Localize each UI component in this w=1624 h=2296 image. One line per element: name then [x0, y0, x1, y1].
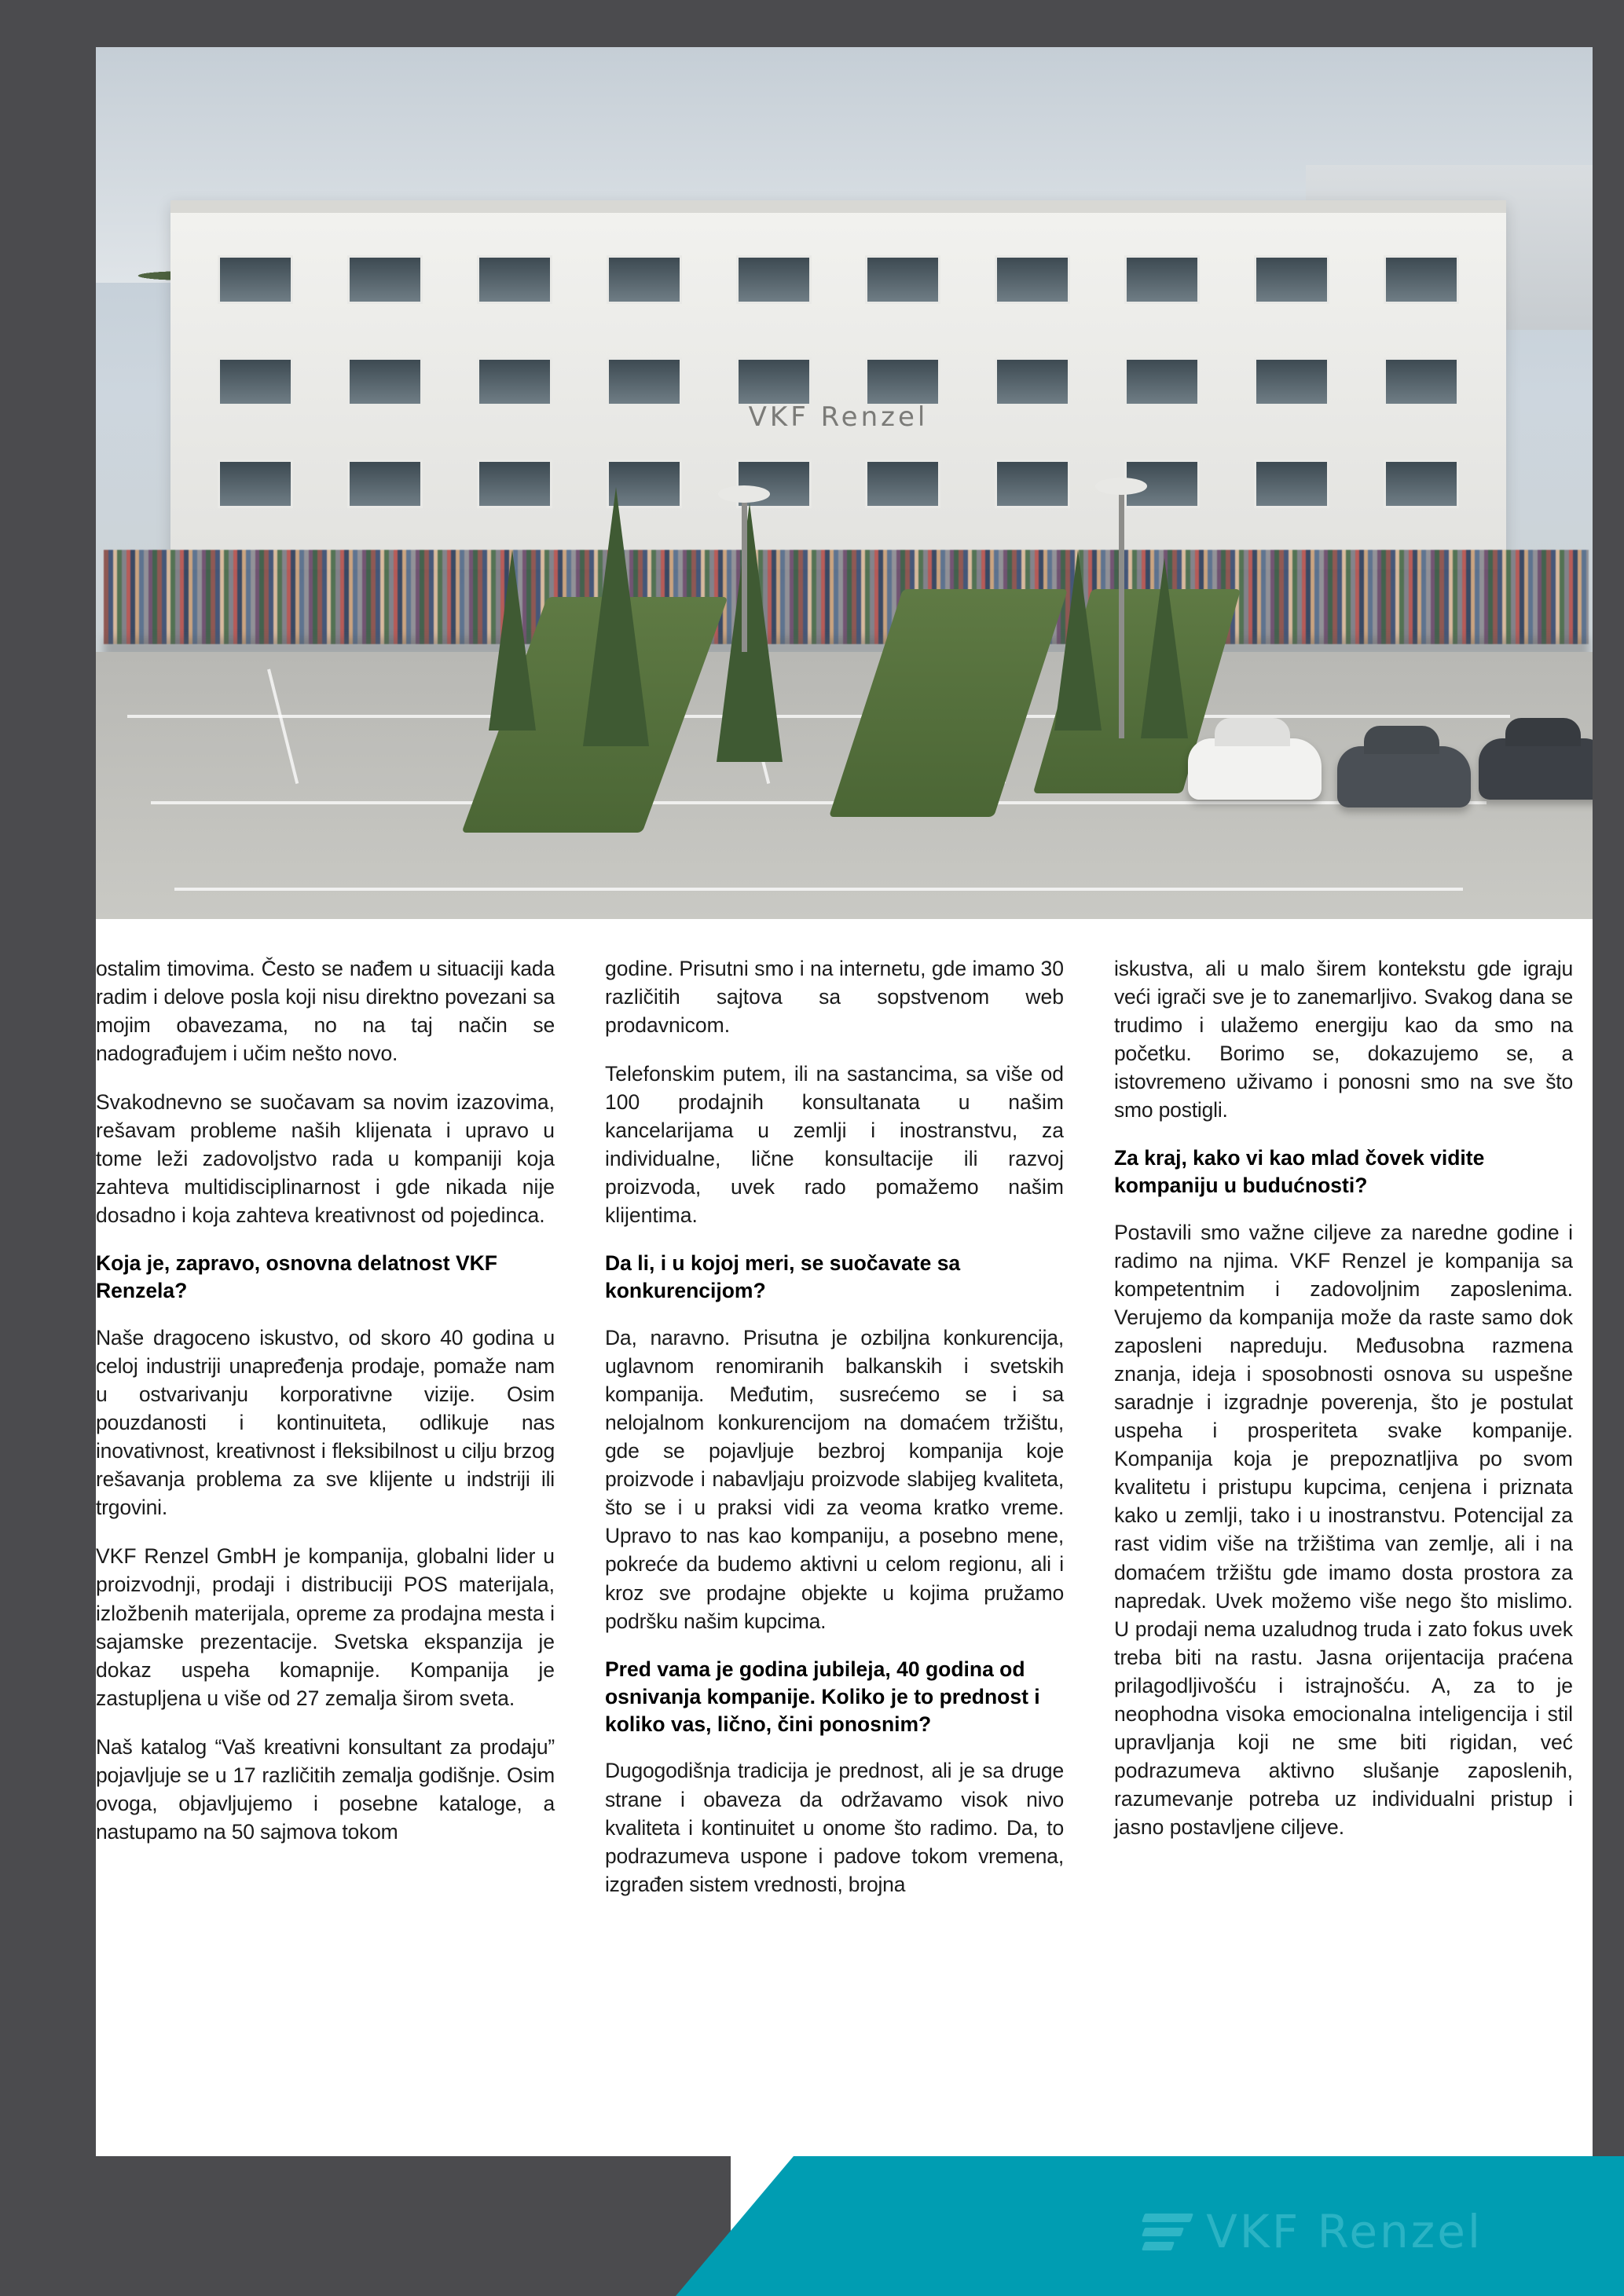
window	[1254, 357, 1329, 406]
window	[865, 357, 940, 406]
section-heading: Za kraj, kako vi kao mlad čovek vidite kompaniju u budućnosti?	[1114, 1146, 1485, 1198]
window-row-top	[218, 255, 1459, 304]
window	[218, 255, 293, 304]
window	[477, 460, 552, 508]
window	[736, 357, 812, 406]
paragraph: Postavili smo važne ciljeve za naredne godine i radimo na njima. VKF Renzel je kompanija sa kompetentnim i zadovoljnim zaposlenima. Verujemo da kompanija može da raste samo dok zaposleni napreduju. Međusobna razmena znanja, ideja i sposobnosti osnova su uspešne saradnje i izgradnje poverenja, što je postulat uspeha i prosperiteta svake kompanije. Kompanija koja je prepoznatljiva po svom kvalitetu i pristupu kupcima, cenjena i priznata kako u zemlji, tako i u inostranstvu. Potencijal za rast vidim više na tržištima van zemlje, ali i na domaćem tržištu gde imamo dosta prostora za napredak. Uvek možemo više nego što mislimo. U prodaji nema uzaludnog truda i zato fokus uvek treba biti na rastu. Jasna orijentacija praćena prilagodljivošću i istrajnošću. A, za to je neophodna visoka emocionalna inteligencija i stil upravljanja koji ne sme biti rigidan, već podrazumeva aktivno slušanje zaposlenih, razumevanje potreba uz individualni pristup i jasno postavljene ciljeve.	[1114, 1221, 1573, 1839]
conifer-tree	[717, 503, 783, 762]
window-row-middle	[218, 357, 1459, 406]
building-sign-text: VKF Renzel	[748, 401, 929, 433]
roofline	[170, 200, 1506, 213]
footer-logo	[1143, 2205, 1483, 2258]
conifer-tree	[1141, 558, 1188, 738]
window	[1384, 460, 1459, 508]
employee-group	[104, 550, 1589, 644]
window	[1254, 255, 1329, 304]
lamp-head	[718, 485, 770, 503]
window	[1124, 357, 1200, 406]
section-heading: Koja je, zapravo, osnovna delatnost VKF Renzela?	[96, 1251, 497, 1303]
vkf-stripes-icon	[1143, 2207, 1192, 2256]
article-columns	[96, 954, 1573, 1919]
footer-wordmark: VKF Renzel	[1206, 2205, 1483, 2258]
paragraph: Naše dragoceno iskustvo, od skoro 40 godina u celoj industriji unapređenja prodaje, pomaže nam u ostvarivanju korporativne vizije. Osim pouzdanosti i kontinuiteta, odlikuje nas inovativnost, kreativnost i fleksibilnost u cilju brzog rešavanja problema za sve klijente u indstriji ili trgovini.	[96, 1326, 555, 1520]
column-2	[605, 954, 1064, 1919]
main-building	[170, 200, 1506, 569]
window	[1254, 460, 1329, 508]
conifer-tree	[583, 487, 649, 746]
left-dark-bar	[0, 0, 96, 2296]
window	[218, 460, 293, 508]
paragraph: Naš katalog “Vaš kreativni konsultant za prodaju” pojavljuje se u 17 različitih zemalja godišnje. Osim ovoga, objavljujemo i posebne kataloge, a nastupamo na 50 sajmova tokom	[96, 1734, 555, 1844]
footer-dark-block	[0, 2156, 731, 2296]
top-dark-strip	[0, 0, 1624, 47]
window	[347, 255, 423, 304]
window	[865, 460, 940, 508]
window	[736, 255, 812, 304]
paragraph: ostalim timovima. Često se nađem u situaciji kada radim i delove posla koji nisu direktno povezani sa mojim obavezama, no na taj način se nadograđujem i učim nešto novo.	[96, 957, 555, 1066]
column-1	[96, 954, 555, 1919]
column-3	[1114, 954, 1573, 1919]
window-row-bottom	[218, 460, 1459, 508]
lamp-post	[742, 495, 747, 652]
conifer-tree	[1054, 550, 1102, 731]
window	[347, 357, 423, 406]
paragraph: iskustva, ali u malo širem kontekstu gde igraju veći igrači sve je to zanemarljivo. Svakog dana se trudimo i ulažemo energiju kao da smo na početku. Borimo se, dokazujemo se, a istovremeno uživamo i ponosni smo na sve što smo postigli.	[1114, 957, 1573, 1122]
lamp-head	[1095, 478, 1147, 495]
lamp-post	[1119, 487, 1124, 738]
paragraph: Svakodnevno se suočavam sa novim izazovima, rešavam probleme naših klijenata i upravo u tome leži zadovoljstvo rada u kompaniji koja zahteva multidisciplinarnost i gde nikada nije dosadno i koja zahteva kreativnost od pojedinca.	[96, 1090, 555, 1228]
window	[1384, 255, 1459, 304]
conifer-tree	[489, 550, 536, 731]
window	[995, 357, 1070, 406]
parked-car-white	[1188, 738, 1322, 800]
window	[995, 255, 1070, 304]
paragraph: VKF Renzel GmbH je kompanija, globalni lider u proizvodnji, prodaji i distribuciji POS materijala, izložbenih materijala, opreme za prodajna mesta i sajamske prezentacije. Svetska ekspanzija je dokaz uspeha komapnije. Kompanija je zastupljena u više od 27 zemalja širom sveta.	[96, 1544, 555, 1710]
window	[995, 460, 1070, 508]
window	[607, 255, 682, 304]
window	[1384, 357, 1459, 406]
window	[218, 357, 293, 406]
parked-car-dark-1	[1337, 746, 1471, 807]
window	[477, 357, 552, 406]
window	[607, 357, 682, 406]
headquarters-photo	[96, 47, 1593, 919]
window	[1124, 255, 1200, 304]
page-footer	[0, 2156, 1624, 2296]
paragraph: Telefonskim putem, ili na sastancima, sa više od 100 prodajnih konsultanata u našim kancelarijama u zemlji i inostranstvu, za individualne, lične konsultacije ili razvoj proizvoda, uvek rado pomažemo našim klijentima.	[605, 1062, 1064, 1228]
paragraph: Da, naravno. Prisutna je ozbiljna konkurencija, uglavnom renomiranih balkanskih i svetskih kompanija. Međutim, susrećemo se i sa nelojalnom konkurencijom na domaćem tržištu, gde se pojavljuje bezbroj kompanija koje proizvode i nabavljaju proizvode slabijeg kvaliteta, što se i u praksi vidi za veoma kratko vreme. Upravo to nas kao kompaniju, a posebno mene, pokreće da budemo aktivni u celom regionu, ali i kroz sve prodajne objekte u kojima pružamo podršku našim kupcima.	[605, 1326, 1064, 1633]
window	[477, 255, 552, 304]
section-heading: Da li, i u kojoj meri, se suočavate sa konkurencijom?	[605, 1251, 961, 1303]
paragraph: godine. Prisutni smo i na internetu, gde imamo 30 različitih sajtova sa sopstvenom web prodavnicom.	[605, 957, 1064, 1038]
window	[865, 255, 940, 304]
window	[347, 460, 423, 508]
right-dark-bar	[1593, 0, 1624, 2296]
paragraph: Dugogodišnja tradicija je prednost, ali je sa druge strane i obaveza da održavamo visok nivo kvaliteta i kontinuitet u onome što radimo. Da, to podrazumeva uspone i padove tokom vremena, izgrađen sistem vrednosti, brojna	[605, 1759, 1064, 1896]
parked-car-dark-2	[1479, 738, 1593, 800]
section-heading: Pred vama je godina jubileja, 40 godina od osnivanja kompanije. Koliko je to prednost i koliko vas, lično, čini ponosnim?	[605, 1657, 1040, 1736]
